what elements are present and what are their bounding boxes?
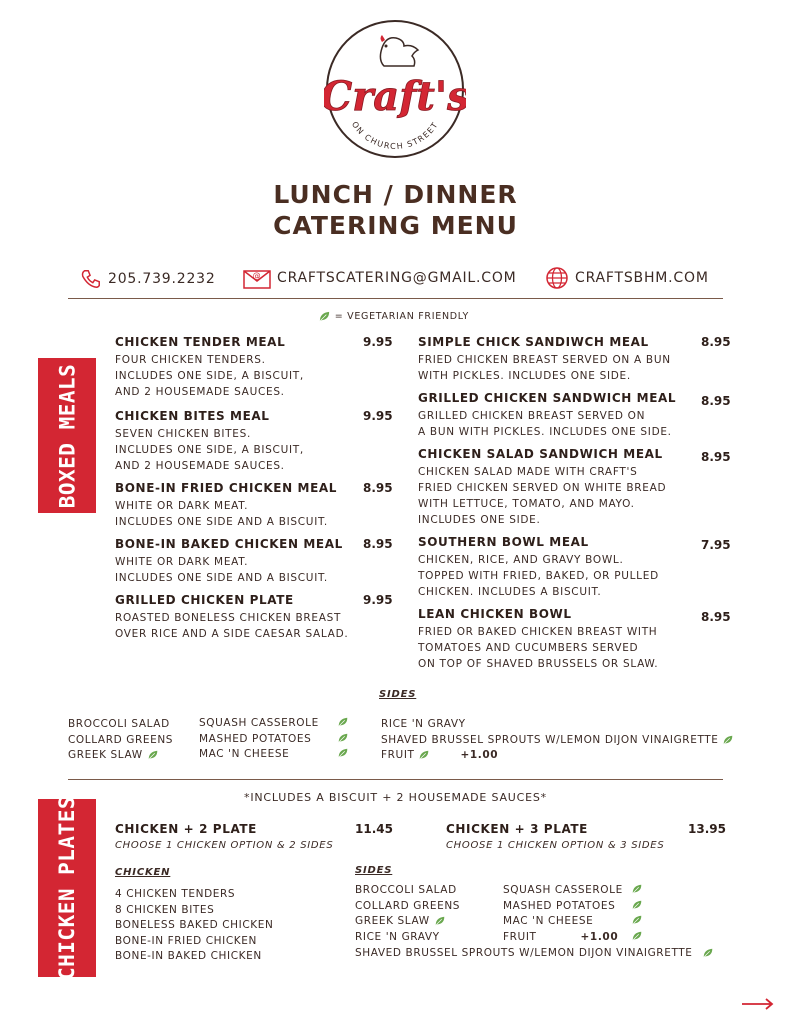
plate-sides-heading: SIDES	[355, 865, 393, 876]
plate-fruit-price: +1.00	[580, 930, 619, 943]
chicken-heading: CHICKEN	[115, 867, 171, 878]
contact-website[interactable]	[545, 266, 709, 290]
menu-title-line1: LUNCH / DINNER	[273, 180, 518, 209]
chicken-option: 8 CHICKEN BITES	[115, 903, 215, 916]
menu-item-description: WHITE OR DARK MEAT. INCLUDES ONE SIDE AND A BISCUIT.	[115, 500, 328, 528]
menu-item-name: BONE-IN FRIED CHICKEN MEAL	[115, 481, 338, 495]
leaf-icon	[631, 914, 643, 926]
menu-item-price: 8.95	[701, 394, 731, 408]
menu-item-description: CHICKEN SALAD MADE WITH CRAFT'S FRIED CHICKEN SERVED ON WHITE BREAD WITH LETTUCE, TOMATO, AND MAYO. INCLUDES ONE SIDE.	[418, 466, 667, 526]
menu-item	[418, 335, 731, 384]
phone-icon	[80, 268, 102, 290]
menu-item-description: GRILLED CHICKEN BREAST SERVED ON A BUN WITH PICKLES. INCLUDES ONE SIDE.	[418, 410, 672, 438]
side-item: MASHED POTATOES	[199, 732, 349, 748]
contact-email[interactable]	[243, 267, 517, 289]
svg-text:@: @	[252, 271, 262, 280]
boxed-right-column	[418, 335, 731, 672]
menu-item-name: LEAN CHICKEN BOWL	[418, 607, 572, 621]
leaf-icon	[434, 915, 446, 927]
chicken-plates-label: CHICKEN PLATES	[38, 799, 96, 977]
menu-item	[418, 447, 731, 528]
menu-item	[418, 607, 731, 672]
email-icon	[243, 267, 271, 289]
menu-item-price: 7.95	[701, 538, 731, 552]
plate2-name: CHICKEN + 2 PLATE	[115, 822, 257, 836]
menu-item-price: 8.95	[363, 537, 393, 551]
leaf-icon	[418, 749, 430, 761]
side-item: BROCCOLI SALAD	[355, 884, 457, 896]
sides-col2	[199, 716, 349, 763]
menu-item-name: CHICKEN BITES MEAL	[115, 409, 270, 423]
menu-item-name: BONE-IN BAKED CHICKEN MEAL	[115, 537, 343, 551]
vegetarian-legend	[318, 310, 469, 323]
side-item: SQUASH CASSEROLE	[199, 716, 349, 732]
plate3-name: CHICKEN + 3 PLATE	[446, 822, 588, 836]
leaf-icon	[631, 930, 643, 942]
side-item: BROCCOLI SALAD	[68, 718, 170, 730]
side-item: SQUASH CASSEROLE	[503, 883, 643, 899]
sides-heading: SIDES	[379, 689, 417, 700]
leaf-icon	[147, 749, 159, 761]
menu-item-description: FOUR CHICKEN TENDERS. INCLUDES ONE SIDE, A BISCUIT, AND 2 HOUSEMADE SAUCES.	[115, 354, 304, 398]
leaf-icon	[702, 947, 714, 959]
globe-icon	[545, 266, 569, 290]
plate-sides-col2	[503, 883, 643, 945]
menu-item-description: FRIED CHICKEN BREAST SERVED ON A BUN WITH PICKLES. INCLUDES ONE SIDE.	[418, 354, 671, 382]
next-page-arrow[interactable]	[741, 995, 775, 1014]
side-item: GREEK SLAW	[68, 748, 173, 764]
side-item: MAC 'N CHEESE	[199, 747, 349, 763]
menu-item-description: FRIED OR BAKED CHICKEN BREAST WITH TOMATOES AND CUCUMBERS SERVED ON TOP OF SHAVED BRUSSELS OR SLAW.	[418, 626, 659, 670]
menu-item-price: 8.95	[701, 450, 731, 464]
plate-sides-last: SHAVED BRUSSEL SPROUTS W/LEMON DIJON VINAIGRETTE	[355, 946, 714, 962]
boxed-left-column	[115, 335, 393, 642]
email-address: CRAFTSCATERING@GMAIL.COM	[277, 270, 517, 286]
menu-item-name: SOUTHERN BOWL MEAL	[418, 535, 589, 549]
leaf-icon	[631, 899, 643, 911]
menu-item-description: ROASTED BONELESS CHICKEN BREAST OVER RICE AND A SIDE CAESAR SALAD.	[115, 612, 349, 640]
side-item: SHAVED BRUSSEL SPROUTS W/LEMON DIJON VINAIGRETTE	[381, 733, 746, 749]
chicken-option: BONE-IN FRIED CHICKEN	[115, 934, 257, 947]
header-divider	[68, 298, 723, 299]
menu-item-price: 9.95	[363, 409, 393, 423]
sides-divider	[68, 779, 723, 780]
menu-item-name: SIMPLE CHICK SANDIWCH MEAL	[418, 335, 649, 349]
menu-item-price: 9.95	[363, 593, 393, 607]
side-item: COLLARD GREENS	[355, 899, 461, 912]
sides-col1	[68, 717, 173, 764]
boxed-meals-label: BOXED MEALS	[38, 358, 96, 513]
fruit-price: +1.00	[460, 749, 499, 761]
phone-number: 205.739.2232	[108, 271, 216, 287]
menu-item-name: GRILLED CHICKEN PLATE	[115, 593, 294, 607]
plate3-desc: CHOOSE 1 CHICKEN OPTION & 3 SIDES	[446, 840, 665, 851]
menu-item	[418, 391, 731, 440]
menu-item	[115, 537, 393, 586]
contact-phone[interactable]	[80, 268, 216, 290]
plate2-price: 11.45	[355, 822, 393, 836]
plate2-desc: CHOOSE 1 CHICKEN OPTION & 2 SIDES	[115, 840, 334, 851]
side-item: GREEK SLAW	[355, 914, 460, 930]
chicken-option: BONELESS BAKED CHICKEN	[115, 919, 274, 931]
side-item: MAC 'N CHEESE	[503, 914, 643, 930]
menu-item-description: WHITE OR DARK MEAT. INCLUDES ONE SIDE AND A BISCUIT.	[115, 556, 328, 584]
menu-item-price: 8.95	[701, 610, 731, 624]
menu-item-name: CHICKEN TENDER MEAL	[115, 335, 286, 349]
website: CRAFTSBHM.COM	[575, 270, 709, 286]
leaf-icon	[337, 747, 349, 759]
plate3-price: 13.95	[688, 822, 726, 836]
chicken-option: BONE-IN BAKED CHICKEN	[115, 950, 262, 962]
menu-item-name: GRILLED CHICKEN SANDWICH MEAL	[418, 391, 677, 405]
plate-sides-col1	[355, 883, 460, 945]
menu-item-description: SEVEN CHICKEN BITES. INCLUDES ONE SIDE, A BISCUIT, AND 2 HOUSEMADE SAUCES.	[115, 428, 304, 472]
side-item: RICE 'N GRAVY	[381, 718, 466, 730]
logo	[324, 18, 466, 160]
chicken-options	[115, 887, 273, 965]
menu-item	[115, 593, 393, 642]
leaf-icon	[318, 310, 331, 323]
chicken-option: 4 CHICKEN TENDERS	[115, 888, 236, 900]
side-item: COLLARD GREENS	[68, 733, 174, 746]
leaf-icon	[337, 716, 349, 728]
menu-item-name: CHICKEN SALAD SANDWICH MEAL	[418, 447, 663, 461]
menu-item-description: CHICKEN, RICE, AND GRAVY BOWL. TOPPED WITH FRIED, BAKED, OR PULLED CHICKEN. INCLUDES A BISCUIT.	[418, 554, 659, 598]
side-item: MASHED POTATOES	[503, 899, 643, 915]
menu-item-price: 8.95	[363, 481, 393, 495]
menu-title-line2: CATERING MENU	[273, 211, 518, 240]
legend-text: = VEGETARIAN FRIENDLY	[334, 311, 469, 322]
leaf-icon	[722, 734, 734, 746]
side-item: RICE 'N GRAVY	[355, 930, 440, 943]
menu-item-price: 9.95	[363, 335, 393, 349]
leaf-icon	[631, 883, 643, 895]
leaf-icon	[337, 732, 349, 744]
logo-tagline: ON CHURCH STREET	[349, 119, 441, 152]
side-item: FRUIT +1.00	[381, 749, 499, 761]
arrow-right-icon	[741, 998, 775, 1010]
side-item: FRUIT +1.00	[503, 930, 643, 946]
menu-item	[418, 535, 731, 600]
plates-note: *INCLUDES A BISCUIT + 2 HOUSEMADE SAUCES*	[244, 791, 547, 804]
menu-item-price: 8.95	[701, 335, 731, 349]
logo-brand: Craft's	[324, 73, 466, 120]
sides-col3	[381, 717, 746, 764]
menu-item	[115, 409, 393, 474]
menu-item	[115, 481, 393, 530]
menu-item	[115, 335, 393, 400]
